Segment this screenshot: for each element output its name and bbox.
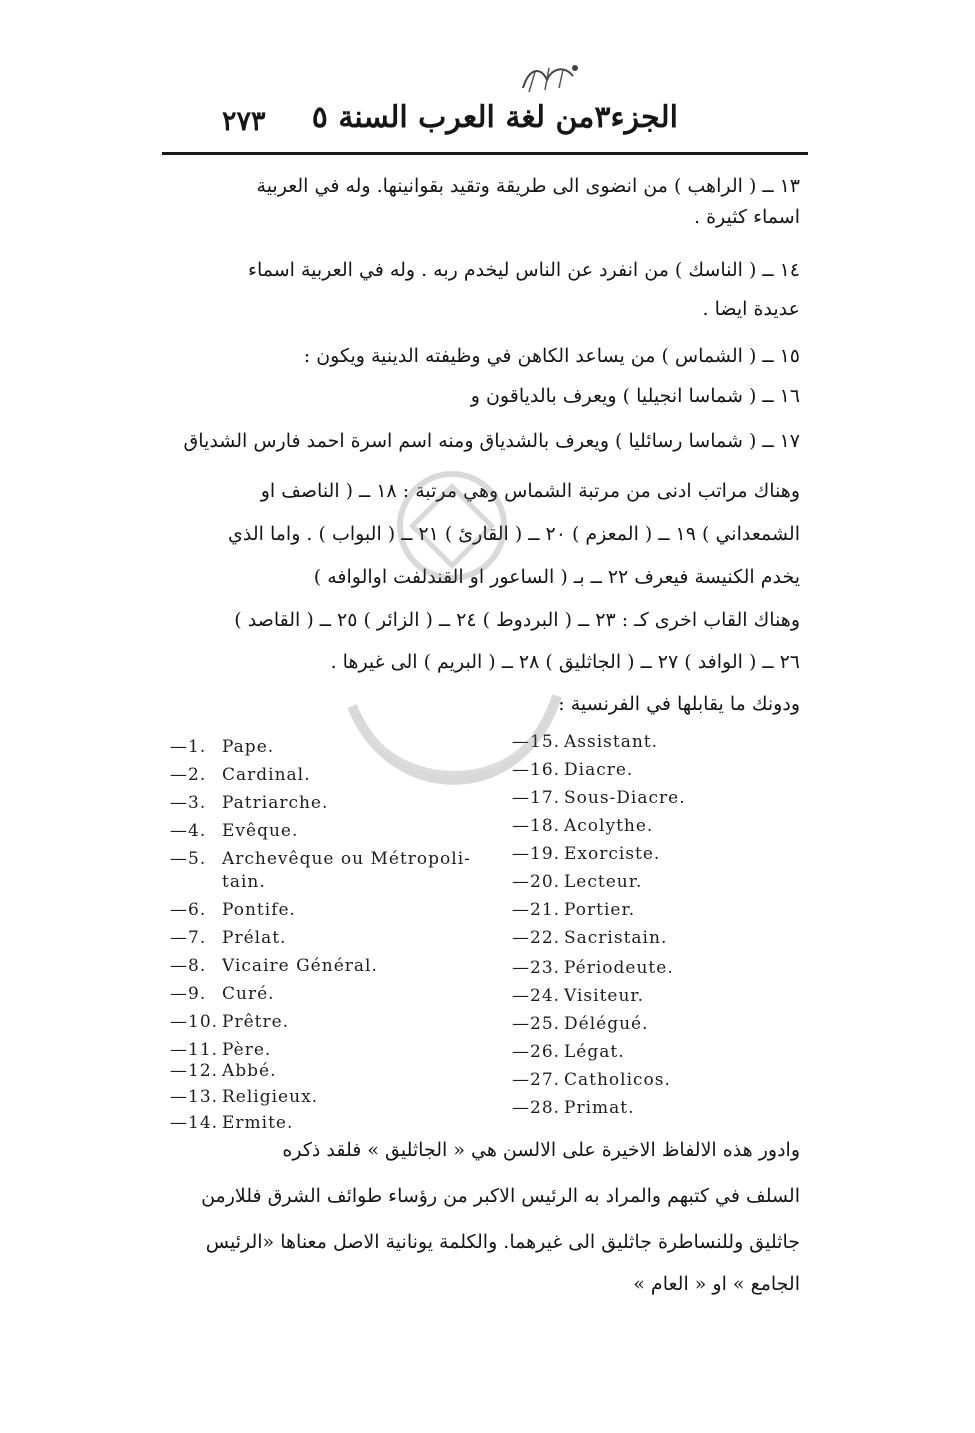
- page-number: ٢٧٣: [222, 106, 266, 137]
- list-item: —11. Père.: [170, 1040, 272, 1060]
- paragraph-line: ٢٦ ــ ( الوافد ) ٢٧ ــ ( الجاثليق ) ٢٨ ــ ( البريم ) الى غيرها .: [330, 651, 800, 673]
- list-item: —18. Acolythe.: [512, 816, 654, 836]
- list-item: —28. Primat.: [512, 1098, 635, 1118]
- paragraph-line: وهناك القاب اخرى كـ : ٢٣ ــ ( البردوط ) ٢٤ ــ ( الزائر ) ٢٥ ــ ( القاصد ): [234, 609, 800, 631]
- list-item: —19. Exorciste.: [512, 844, 661, 864]
- library-watermark-icon: [332, 456, 572, 816]
- paragraph-line: الشمعداني ) ١٩ ــ ( المعزم ) ٢٠ ــ ( القارئ ) ٢١ ــ ( البواب ) . واما الذي: [228, 523, 800, 545]
- paragraph-line: جاثليق وللنساطرة جاثليق الى غيرهما. والكلمة يونانية الاصل معناها «الرئيس: [205, 1231, 800, 1253]
- list-item: —17. Sous-Diacre.: [512, 788, 686, 808]
- list-item: —12. Abbé.: [170, 1061, 277, 1081]
- list-item: —4. Evêque.: [170, 821, 299, 841]
- list-item: —25. Délégué.: [512, 1014, 649, 1034]
- header-rule: [162, 152, 808, 155]
- paragraph-line: الجامع » او « العام »: [633, 1273, 800, 1295]
- list-item: —27. Catholicos.: [512, 1070, 671, 1090]
- list-item: —21. Portier.: [512, 900, 636, 920]
- list-item: —6. Pontife.: [170, 900, 296, 920]
- list-item: —13. Religieux.: [170, 1087, 319, 1107]
- paragraph-line: ١٧ ــ ( شماسا رسائليا ) ويعرف بالشدياق ومنه اسم اسرة احمد فارس الشدياق: [183, 430, 800, 452]
- paragraph-line: ١٣ ــ ( الراهب ) من انضوى الى طريقة وتقيد بقوانينها. وله في العربية: [256, 175, 800, 197]
- paragraph-line: وادور هذه الالفاظ الاخيرة على الالسن هي « الجاثليق » فلقد ذكره: [282, 1139, 800, 1161]
- list-item: tain.: [222, 872, 266, 892]
- paragraph-line: عديدة ايضا .: [702, 298, 800, 320]
- running-title: الجزء٣من لغة العرب السنة ٥: [311, 100, 678, 135]
- paragraph-line: يخدم الكنيسة فيعرف ٢٢ ــ بـ ( الساعور او القندلفت اوالوافه ): [313, 566, 800, 588]
- paragraph-line: ودونك ما يقابلها في الفرنسية :: [558, 693, 800, 715]
- paragraph-line: اسماء كثيرة .: [694, 206, 800, 228]
- list-item: —20. Lecteur.: [512, 872, 643, 892]
- list-item: —5. Archevêque ou Métropoli-: [170, 849, 471, 869]
- paragraph-line: ١٤ ــ ( الناسك ) من انفرد عن الناس ليخدم ربه . وله في العربية اسماء: [248, 259, 800, 281]
- list-item: —1. Pape.: [170, 737, 275, 757]
- paragraph-line: ١٥ ــ ( الشماس ) من يساعد الكاهن في وظيفته الدينية ويكون :: [303, 345, 800, 367]
- list-item: —7. Prélat.: [170, 928, 287, 948]
- page-header: [210, 100, 678, 144]
- paragraph-line: وهناك مراتب ادنى من مرتبة الشماس وهي مرتبة : ١٨ ــ ( الناصف او: [260, 480, 800, 502]
- list-item: —15. Assistant.: [512, 732, 659, 752]
- list-item: —14. Ermite.: [170, 1113, 294, 1133]
- paragraph-line: السلف في كتبهم والمراد به الرئيس الاكبر من رؤساء طوائف الشرق فللارمن: [201, 1185, 800, 1207]
- list-item: —3. Patriarche.: [170, 793, 329, 813]
- library-stamp-icon: [515, 58, 585, 98]
- list-item: —9. Curé.: [170, 984, 275, 1004]
- list-item: —26. Légat.: [512, 1042, 625, 1062]
- list-item: —2. Cardinal.: [170, 765, 311, 785]
- list-item: —22. Sacristain.: [512, 928, 668, 948]
- list-item: —23. Périodeute.: [512, 958, 674, 978]
- list-item: —16. Diacre.: [512, 760, 634, 780]
- list-item: —10. Prêtre.: [170, 1012, 290, 1032]
- list-item: —24. Visiteur.: [512, 986, 645, 1006]
- paragraph-line: ١٦ ــ ( شماسا انجيليا ) ويعرف بالدياقون و: [470, 385, 800, 407]
- list-item: —8. Vicaire Général.: [170, 956, 378, 976]
